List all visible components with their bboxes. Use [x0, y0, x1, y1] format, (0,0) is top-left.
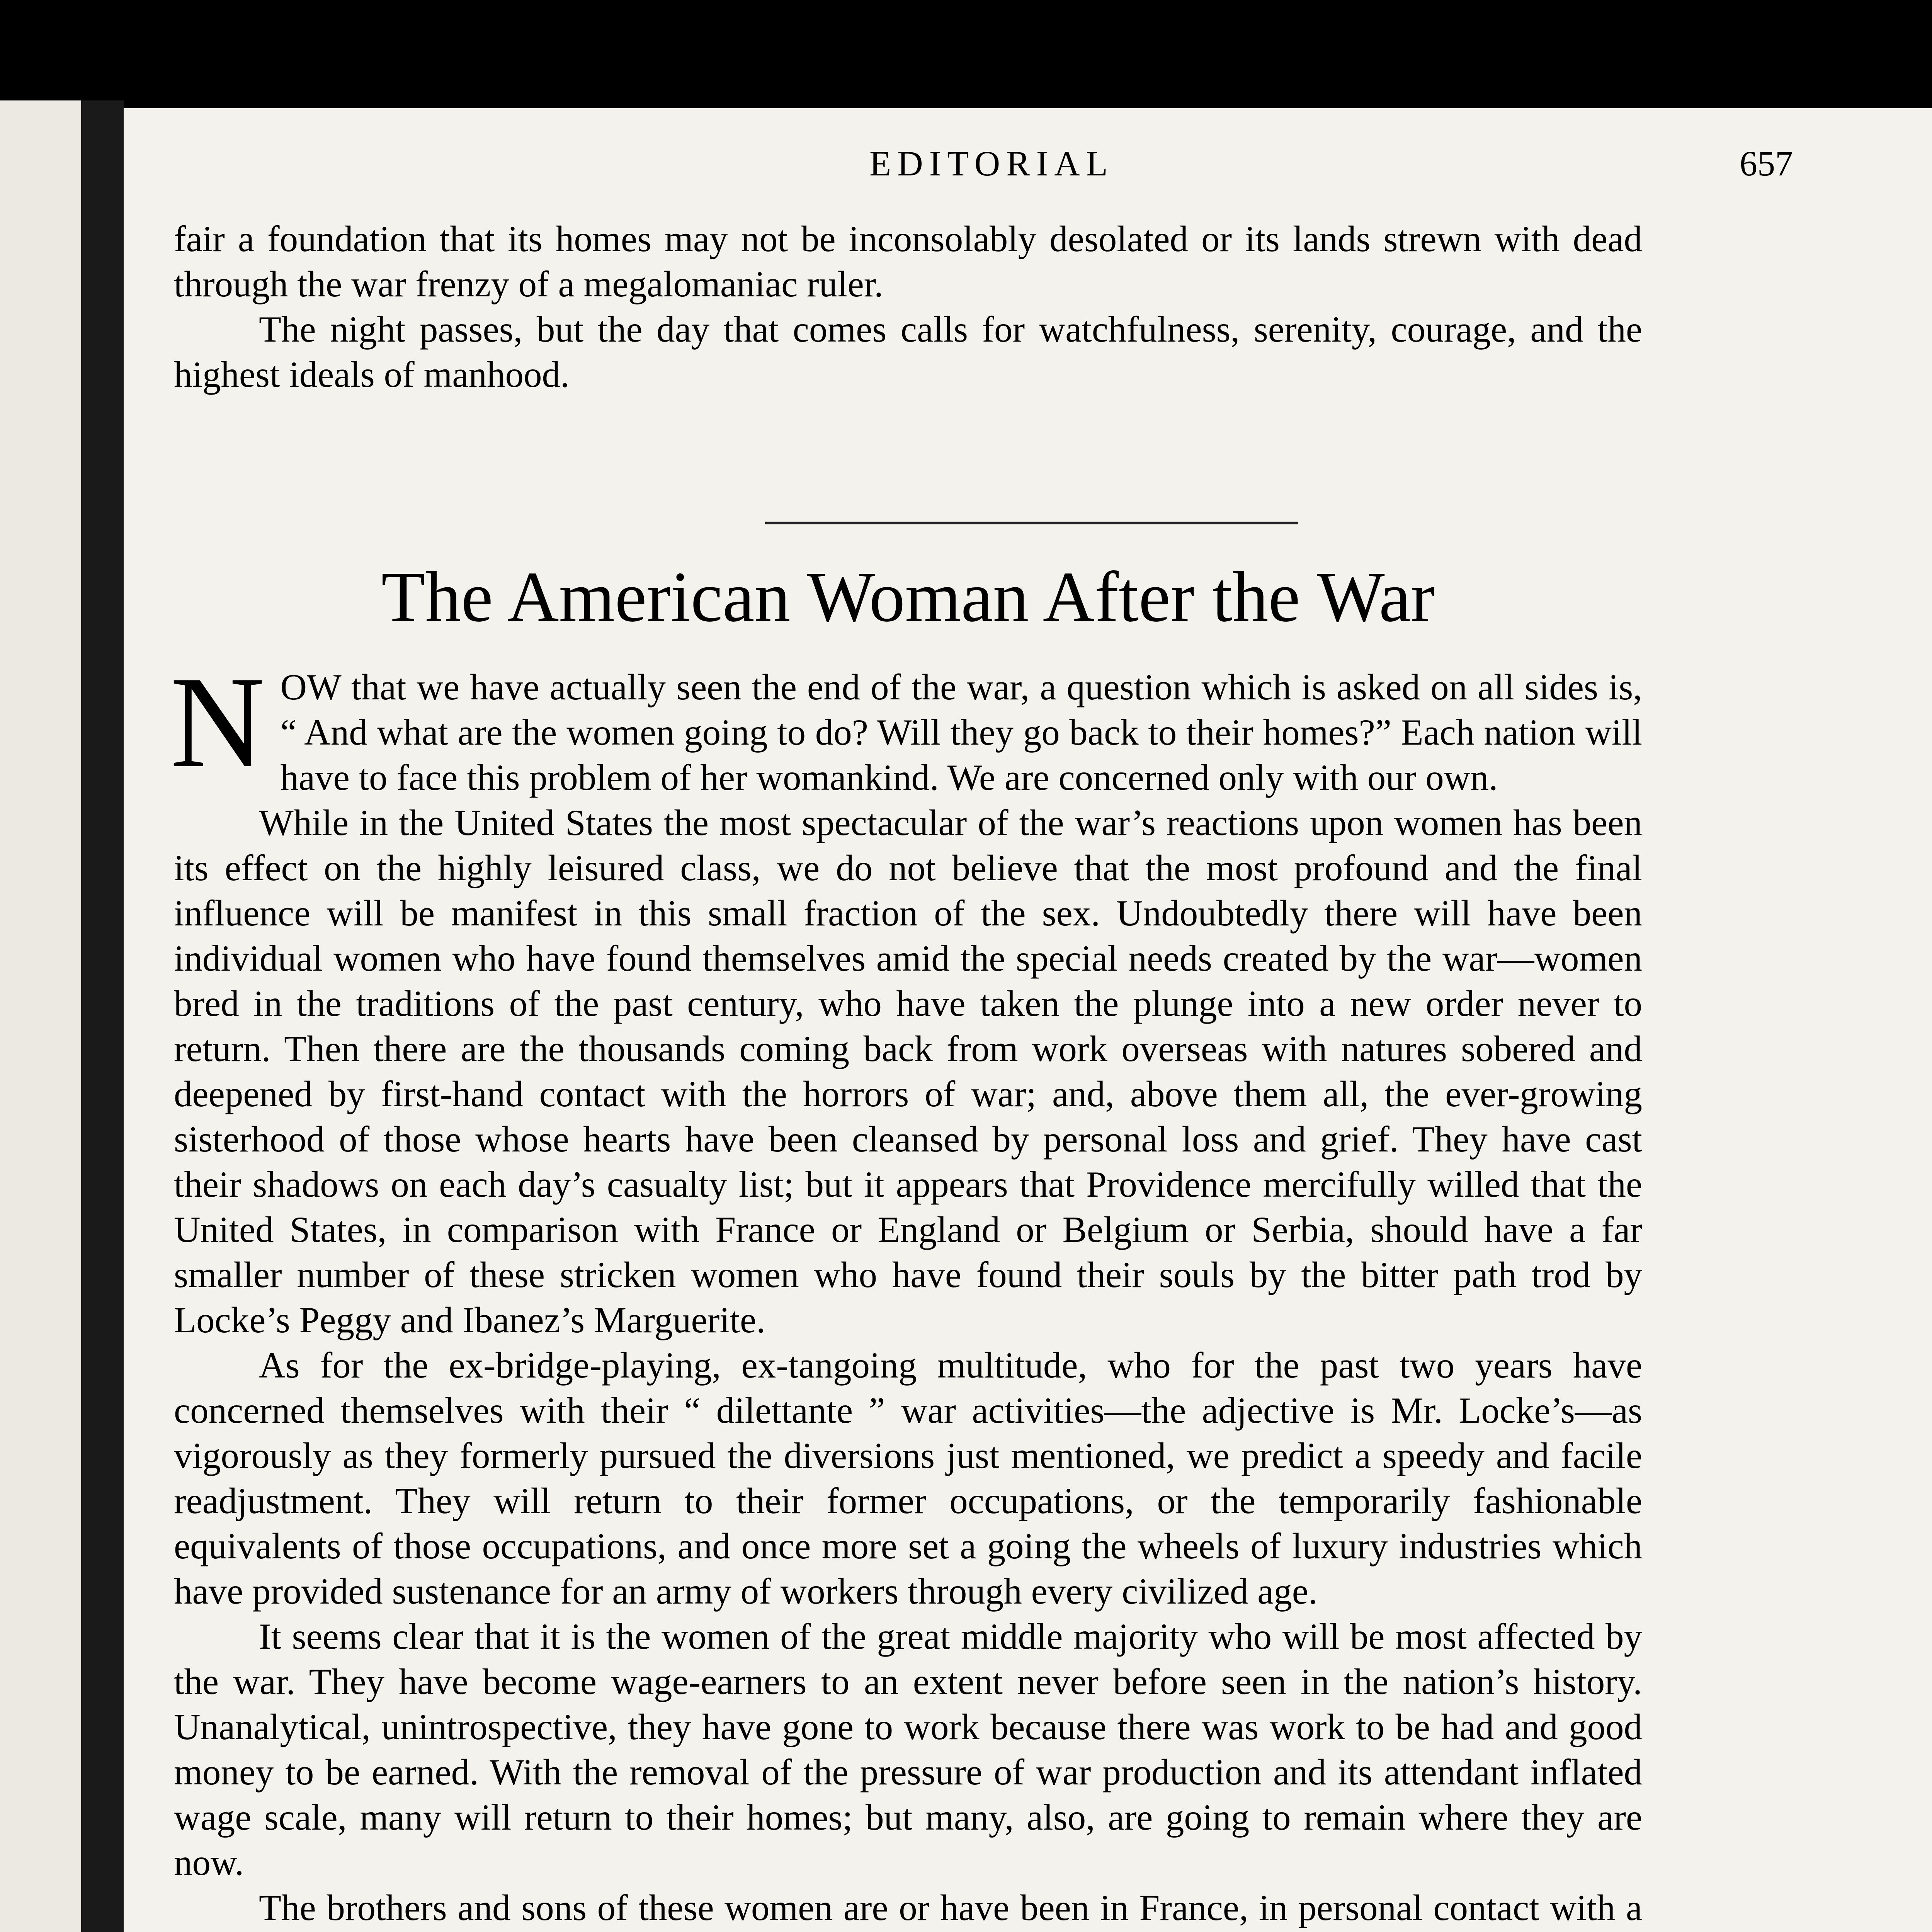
article-paragraph: The brothers and sons of these women are or have been in France, in personal contact with a — [259, 1887, 1642, 1928]
book-gutter — [81, 100, 124, 1932]
opening-paragraph-text: OW that we have actually seen the end of the war, a question which is asked on all sides is, “ And what are the women going to do? Will they go back to their homes?” Each nation will have to face this problem of her womankind. We are concerned only with our own. — [280, 667, 1642, 798]
article-title: The American Woman After the War — [381, 557, 1435, 637]
section-divider — [765, 522, 1298, 524]
drop-cap: N — [170, 649, 265, 795]
article-paragraph: As for the ex-bridge-playing, ex-tangoing multitude, who for the past two years have concerned themselves with their “ dilettante ” war activities—the adjective is Mr. Locke’s—as vigorously as they formerly pursued the diversions just mentioned, we predict a speedy and facile readjustment. They will return to their former occupations, or the temporarily fashionable equivalents of those occupations, and once more set a going the wheels of luxury industries which have provided sustenance for an army of workers through every civilized age. — [174, 1345, 1642, 1612]
continued-paragraph: fair a foundation that its homes may not be inconsolably desolated or its lands strewn with dead through the war frenzy of a megalomaniac ruler. — [174, 218, 1642, 304]
article-body — [170, 649, 1642, 1932]
continued-paragraph: The night passes, but the day that comes calls for watchfulness, serenity, courage, and the highest ideals of manhood. — [174, 309, 1642, 395]
running-head — [182, 139, 1793, 193]
article-paragraph: While in the United States the most spectacular of the war’s reactions upon women has been its effect on the highly leisured class, we do not believe that the most profound and the final influence will be manifest in this small fraction of the sex. Undoubtedly there will have been individual women who have found themselves amid the special needs created by the war—women bred in the traditions of the past century, who have taken the plunge into a new order never to return. Then there are the thousands coming back from work overseas with natures sobered and deepened by first-hand contact with the horrors of war; and, above them all, the ever-growing sisterhood of those whose hearts have been cleansed by personal loss and grief. They have cast their shadows on each day’s casualty list; but it appears that Providence mercifully willed that the United States, in comparison with France or England or Belgium or Serbia, should have a far smaller number of these stricken women who have found their souls by the bitter path trod by Locke’s Peggy and Ibanez’s Marguerite. — [174, 802, 1642, 1340]
article-opening-paragraph — [170, 649, 1642, 800]
previous-page-edge — [0, 100, 81, 1932]
continued-text — [174, 216, 1642, 397]
running-title: EDITORIAL — [869, 144, 1114, 183]
article-paragraph: It seems clear that it is the women of the great middle majority who will be most affected by the war. They have become wage-earners to an extent never before seen in the nation’s history. Unanalytical, unintrospective, they have gone to work because there was work to be had and good money to be earned. With the removal of the pressure of war production and its attendant inflated wage scale, many will return to their homes; but many, also, are going to remain where they are now. — [174, 1616, 1642, 1883]
page-number: 657 — [1740, 144, 1793, 183]
